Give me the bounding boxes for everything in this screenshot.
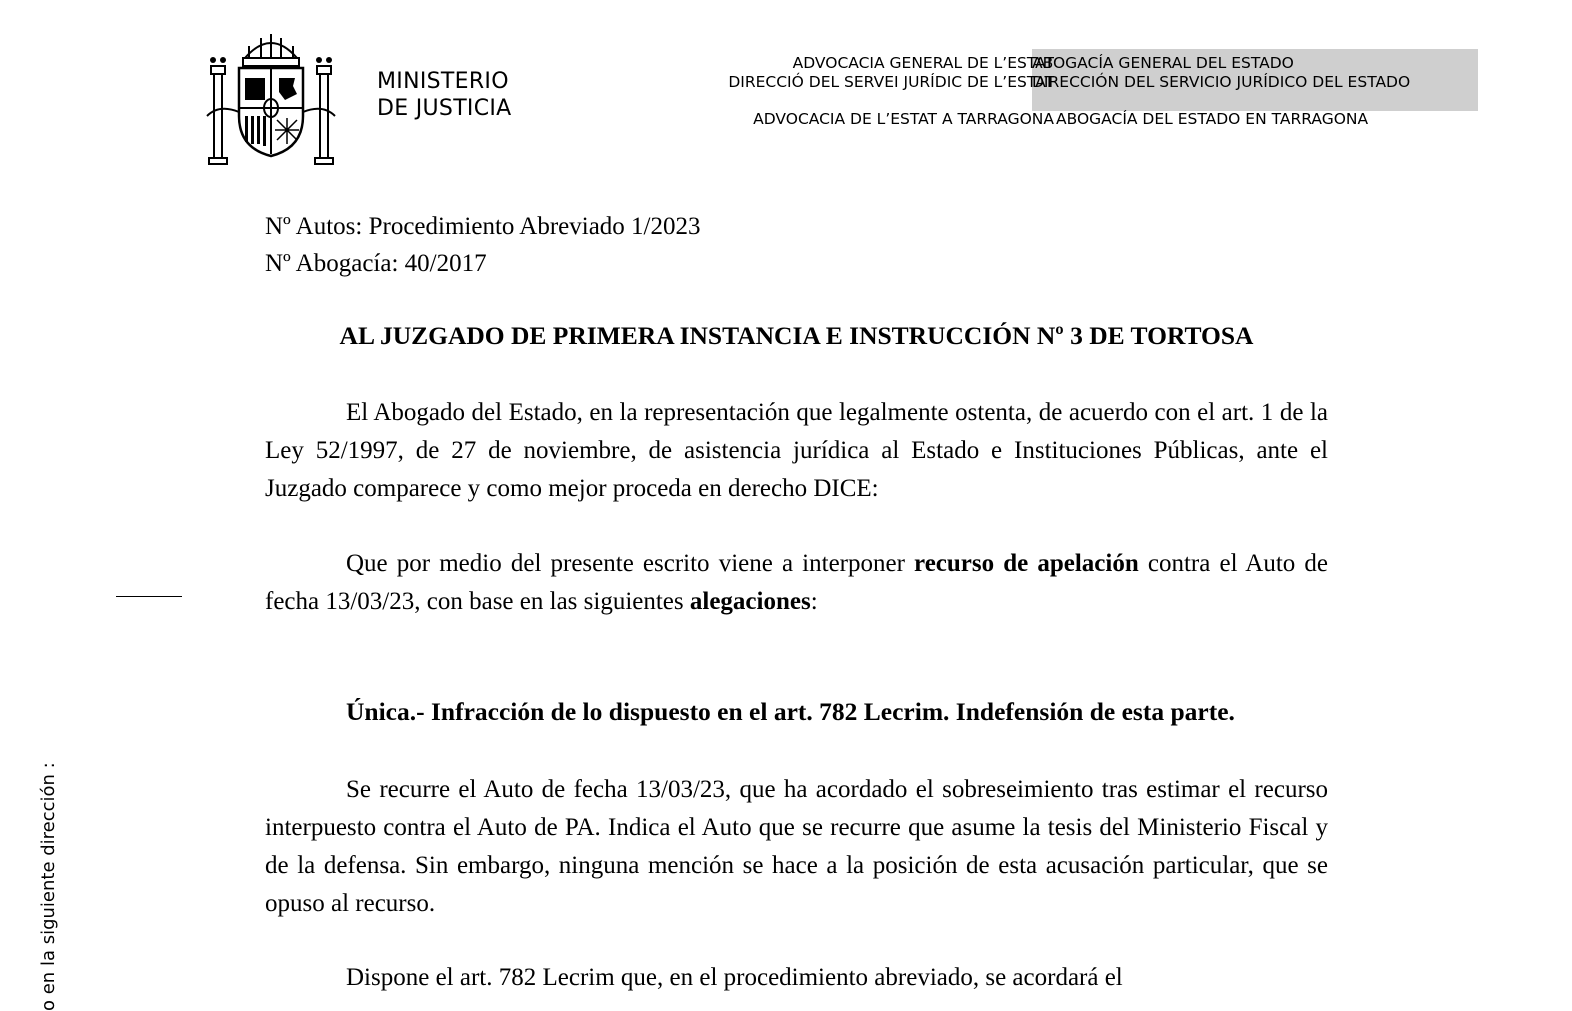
ministry-line-2: DE JUSTICIA (377, 96, 512, 121)
abogacia-number: Nº Abogacía: 40/2017 (265, 250, 487, 277)
p2-text-c: contra el Auto de fecha 13/03/23, con base en las siguientes (265, 550, 1328, 615)
ministry-name (377, 68, 512, 122)
p2-bold-alegaciones: alegaciones (689, 588, 811, 615)
court-heading: AL JUZGADO DE PRIMERA INSTANCIA E INSTRUCCIÓN Nº 3 DE TORTOSA (339, 321, 1254, 350)
margin-divider (116, 596, 182, 597)
p2-text-a: Que por medio del presente escrito viene a interponer (346, 550, 915, 577)
case-number: Nº Autos: Procedimiento Abreviado 1/2023 (265, 213, 701, 240)
p2-bold-recurso: recurso de apelación (914, 550, 1139, 577)
coat-of-arms-icon (205, 20, 337, 165)
header-spanish-office: ABOGACÍA DEL ESTADO EN TARRAGONA (1056, 110, 1369, 128)
side-margin-text: o en la siguiente dirección : (38, 762, 59, 1011)
header-catalan-office: ADVOCACIA DE L’ESTAT A TARRAGONA (753, 110, 1054, 128)
header-spanish-line-2: DIRECCIÓN DEL SERVICIO JURÍDICO DEL ESTADO (1032, 73, 1411, 91)
body-paragraph-4: Dispone el art. 782 Lecrim que, en el procedimiento abreviado, se acordará el (346, 964, 1123, 991)
section-title: Única.- Infracción de lo dispuesto en el art. 782 Lecrim. Indefensión de esta parte. (346, 697, 1235, 726)
ministry-line-1: MINISTERIO (377, 69, 509, 94)
header-catalan-line-1: ADVOCACIA GENERAL DE L’ESTAT (792, 54, 1054, 72)
body-paragraph-3: Se recurre el Auto de fecha 13/03/23, que ha acordado el sobreseimiento tras estimar el recurso interpuesto contra el Auto de PA. Indica el Auto que se recurre que asume la tesis del Ministerio Fiscal y de la defensa. Sin embargo, ninguna mención se hace a la posición de esta acusación particular, que se opuso al recurso. (265, 776, 1328, 917)
header-catalan-line-2: DIRECCIÓ DEL SERVEI JURÍDIC DE L’ESTAT (728, 73, 1054, 91)
body-paragraph-1: El Abogado del Estado, en la representación que legalmente ostenta, de acuerdo con el art. 1 de la Ley 52/1997, de 27 de noviembre, de asistencia jurídica al Estado e Instituciones Públicas, ante el Juzgado comparece y como mejor proceda en derecho DICE: (265, 399, 1328, 502)
header-spanish-line-1: ABOGACÍA GENERAL DEL ESTADO (1032, 54, 1294, 72)
body-paragraph-2 (265, 545, 1328, 621)
p2-text-e: : (810, 588, 818, 615)
